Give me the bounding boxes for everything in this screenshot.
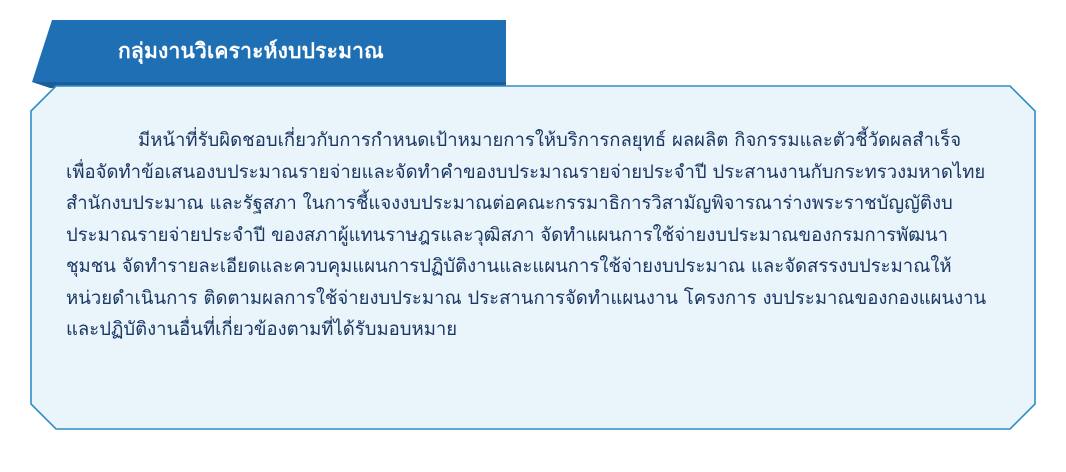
page-title: กลุ่มงานวิเคราะห์งบประมาณ — [118, 38, 384, 63]
description-panel — [30, 85, 1036, 430]
section-header-banner — [32, 20, 506, 88]
description-paragraph: มีหน้าที่รับผิดชอบเกี่ยวกับการกำหนดเป้าหมายการให้บริการกลยุทธ์ ผลผลิต กิจกรรมและตัวชี้วัดผลสำเร็จ เพื่อจัดทำข้อเสนองบประมาณรายจ่ายและจัดทำคำของบประมาณรายจ่ายประจำปี ประสานงานกับกระทรวงมหาดไทย สำนักงบประมาณ และรัฐสภา ในการชี้แจงงบประมาณต่อคณะกรรมาธิการวิสามัญพิจารณาร่างพระราชบัญญัติงบประมาณรายจ่ายประจำปี ของสภาผู้แทนราษฎรและวุฒิสภา จัดทำแผนการใช้จ่ายงบประมาณของกรมการพัฒนาชุมชน จัดทำรายละเอียดและควบคุมแผนการปฏิบัติงานและแผนการใช้จ่ายงบประมาณ และจัดสรรงบประมาณให้หน่วยดำเนินการ ติดตามผลการใช้จ่ายงบประมาณ ประสานการจัดทำแผนงาน โครงการ งบประมาณของกองแผนงาน และปฏิบัติงานอื่นที่เกี่ยวข้องตามที่ได้รับมอบหมาย — [66, 130, 987, 340]
